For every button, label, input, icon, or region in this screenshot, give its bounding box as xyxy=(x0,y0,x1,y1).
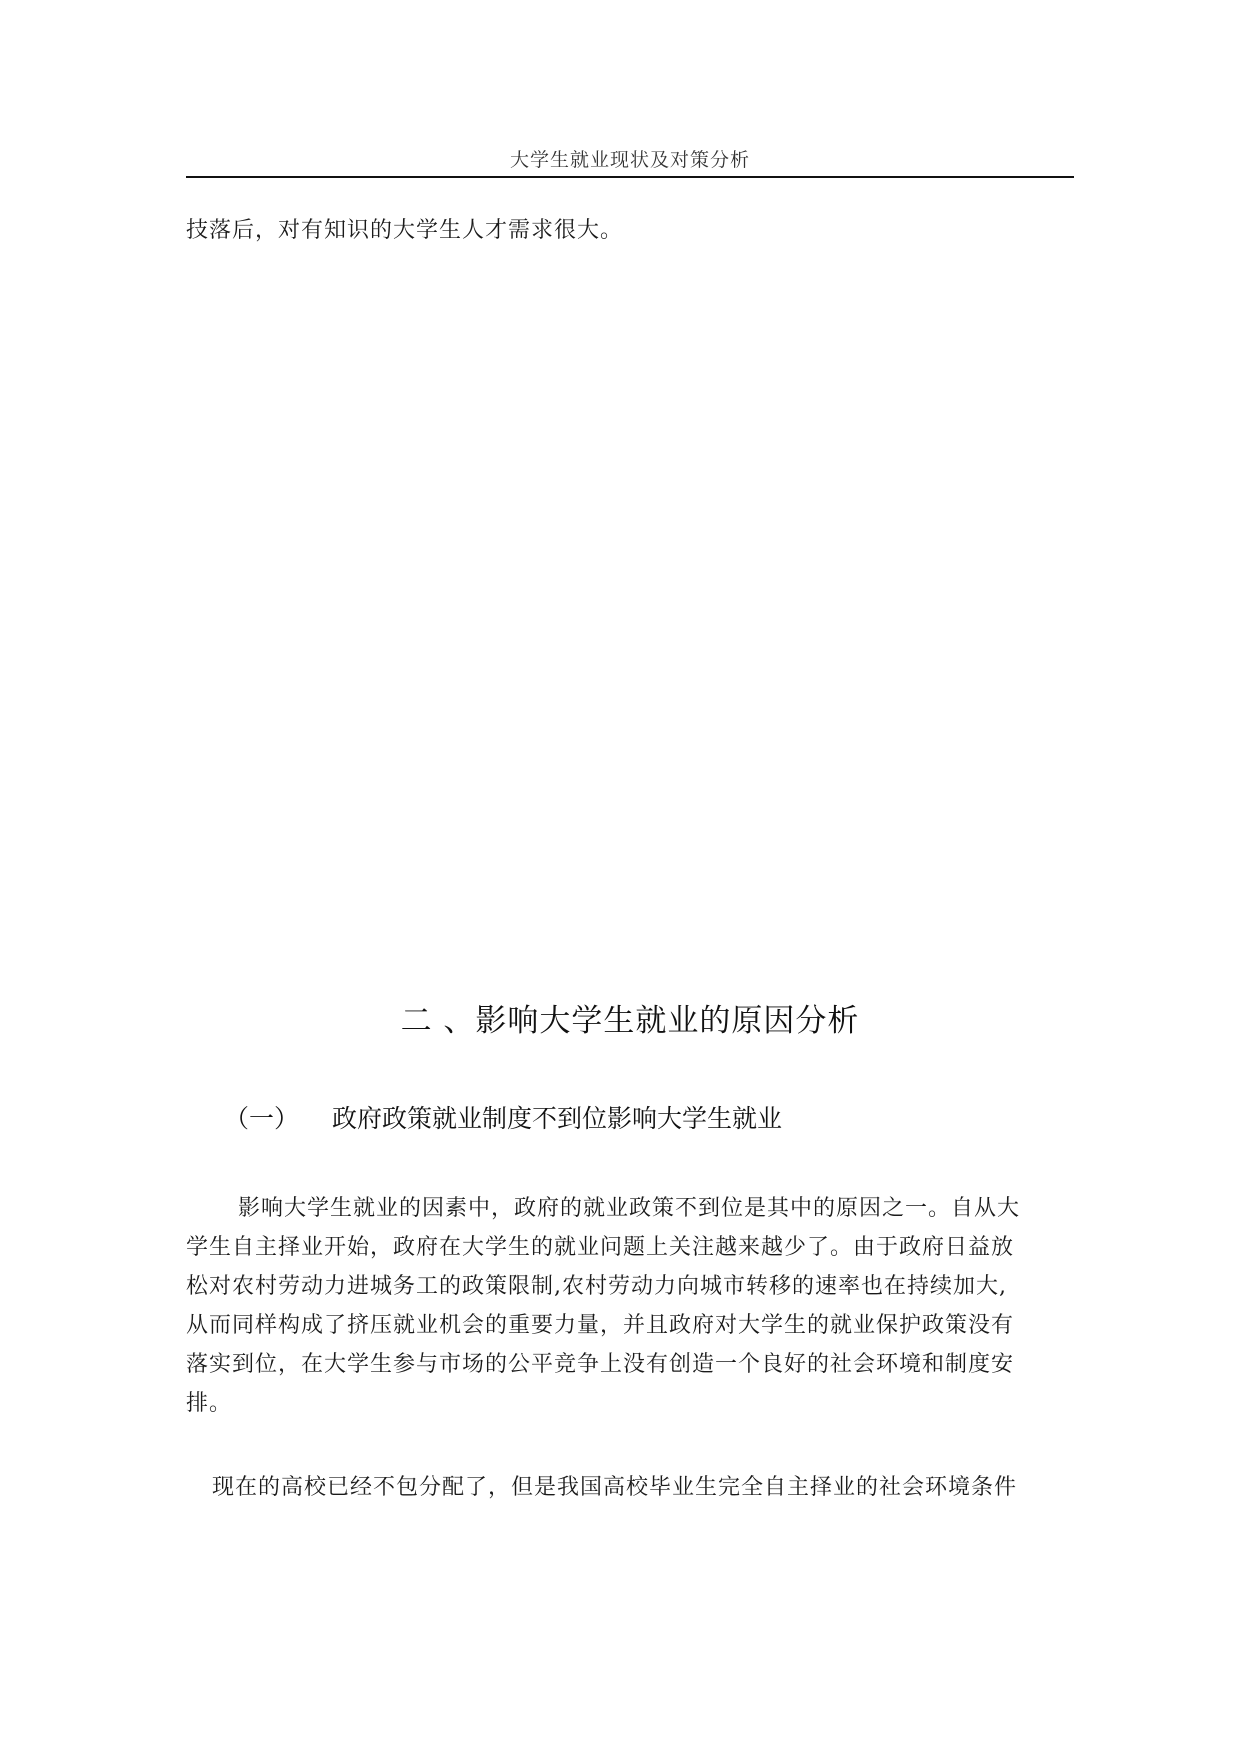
subsection-title: 政府政策就业制度不到位影响大学生就业 xyxy=(332,1104,783,1133)
subsection-number: （一） xyxy=(224,1104,300,1133)
subsection-heading xyxy=(224,1102,782,1136)
paragraph-line: 学生自主择业开始，政府在大学生的就业问题上关注越来越少了。由于政府日益放 xyxy=(186,1235,1015,1260)
section-heading: 二 、影响大学生就业的原因分析 xyxy=(400,1003,860,1039)
running-header: 大学生就业现状及对策分析 xyxy=(509,149,750,171)
paragraph-line: 松对农村劳动力进城务工的政策限制,农村劳动力向城市转移的速率也在持续加大, xyxy=(186,1274,1007,1299)
paragraph-line: 从而同样构成了挤压就业机会的重要力量，并且政府对大学生的就业保护政策没有 xyxy=(186,1313,1015,1338)
body-paragraph-1 xyxy=(186,1189,1074,1423)
header-divider xyxy=(186,176,1074,178)
continued-paragraph-line: 技落后，对有知识的大学生人才需求很大。 xyxy=(186,218,624,243)
paragraph-line: 影响大学生就业的因素中，政府的就业政策不到位是其中的原因之一。自从大 xyxy=(238,1196,1021,1221)
paragraph-line: 排。 xyxy=(186,1391,233,1416)
body-paragraph-2: 现在的高校已经不包分配了，但是我国高校毕业生完全自主择业的社会环境条件 xyxy=(212,1475,1018,1500)
paragraph-line: 落实到位，在大学生参与市场的公平竞争上没有创造一个良好的社会环境和制度安 xyxy=(186,1352,1015,1377)
